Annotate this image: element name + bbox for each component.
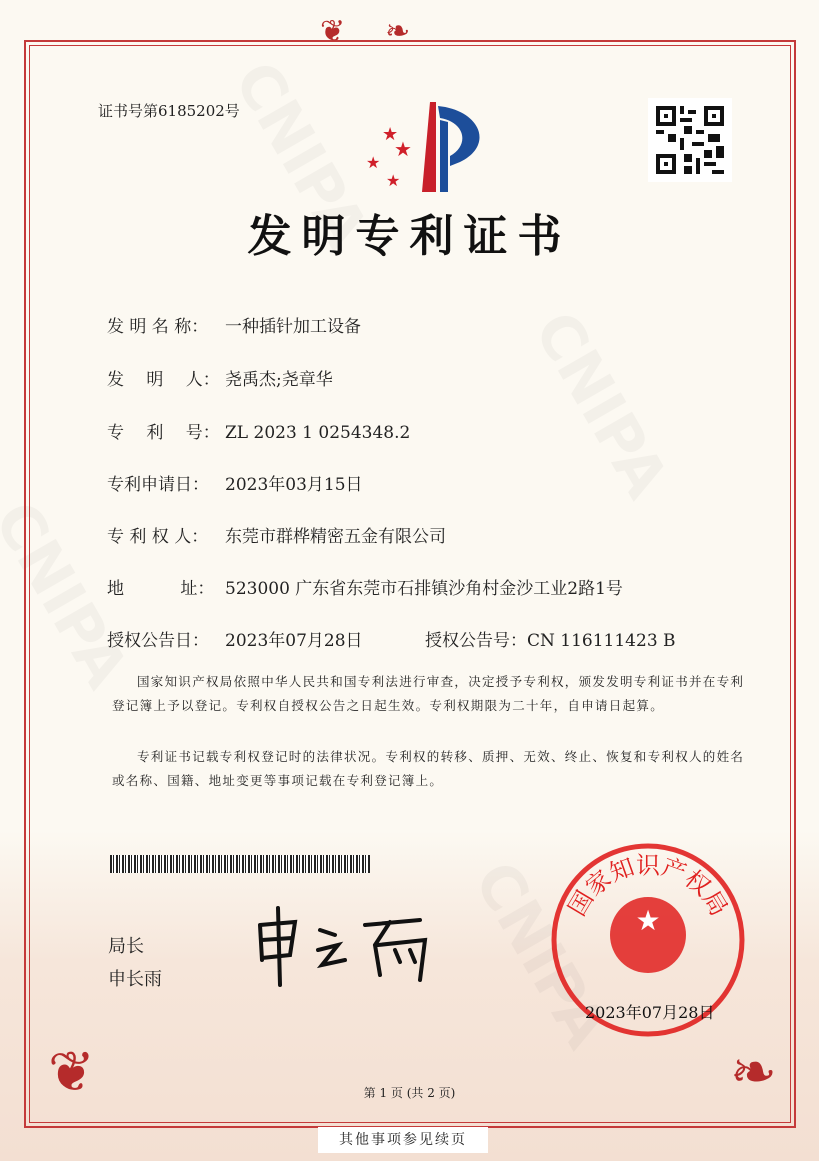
field-value: 一种插针加工设备 <box>225 317 361 337</box>
field-label: 专 利 权 人： <box>107 527 209 547</box>
field-label: 专 利 号： <box>107 423 220 443</box>
field-value: CN 116111423 B <box>527 631 676 651</box>
field-announcement-number <box>425 626 676 651</box>
seal-date: 2023年07月28日 <box>585 1003 715 1022</box>
field-value: 东莞市群桦精密五金有限公司 <box>225 527 446 547</box>
field-label: 地 址： <box>107 579 215 599</box>
field-value: ZL 2023 1 0254348.2 <box>225 423 411 443</box>
field-application-date <box>107 470 363 495</box>
top-ornament: ❦❧ <box>320 14 451 49</box>
corner-ornament: ❧ <box>730 1040 777 1105</box>
field-value: 2023年07月28日 <box>225 631 363 651</box>
barcode <box>110 855 370 873</box>
svg-text:★: ★ <box>386 171 401 190</box>
field-value: 2023年03月15日 <box>225 475 363 495</box>
svg-text:国家知识产权局: 国家知识产权局 <box>562 851 734 921</box>
svg-text:★: ★ <box>382 124 399 145</box>
field-invention-name <box>107 312 361 337</box>
field-label: 发 明 人： <box>107 370 220 390</box>
statement-paragraph: 国家知识产权局依照中华人民共和国专利法进行审查，决定授予专利权，颁发发明专利证书并在专利登记簿上予以登记。专利权自授权公告之日起生效。专利权期限为二十年，自申请日起算。 <box>112 674 745 713</box>
handwritten-signature <box>250 900 440 990</box>
corner-ornament: ❦ <box>48 1040 95 1105</box>
field-address <box>107 574 623 599</box>
cnipa-logo <box>360 100 490 195</box>
page-indicator: 第 1 页 (共 2 页) <box>363 1086 456 1100</box>
svg-text:★: ★ <box>366 153 381 172</box>
certificate-number: 证书号第6185202号 <box>98 102 240 120</box>
field-patentee <box>107 522 446 547</box>
signatory-name: 申长雨 <box>108 969 162 990</box>
field-value: 523000 广东省东莞市石排镇沙角村金沙工业2路1号 <box>225 579 623 599</box>
field-patent-number <box>107 418 410 443</box>
field-inventors <box>107 365 333 390</box>
qr-code <box>648 98 732 182</box>
field-value: 尧禹杰;尧章华 <box>225 370 333 390</box>
field-grant-date <box>107 626 363 651</box>
signatory-position: 局长 <box>108 936 144 957</box>
field-label: 授权公告号： <box>425 631 527 651</box>
svg-text:★: ★ <box>394 137 412 161</box>
continued-note: 其他事项参见续页 <box>318 1127 488 1153</box>
page-title: 发明专利证书 <box>247 211 572 262</box>
svg-text:★: ★ <box>635 904 661 937</box>
field-label: 授权公告日： <box>107 631 209 651</box>
field-label: 专利申请日： <box>107 475 209 495</box>
field-label: 发 明 名 称： <box>107 317 209 337</box>
statement-paragraph: 专利证书记载专利权登记时的法律状况。专利权的转移、质押、无效、终止、恢复和专利权人的姓名或名称、国籍、地址变更等事项记载在专利登记簿上。 <box>112 749 745 788</box>
